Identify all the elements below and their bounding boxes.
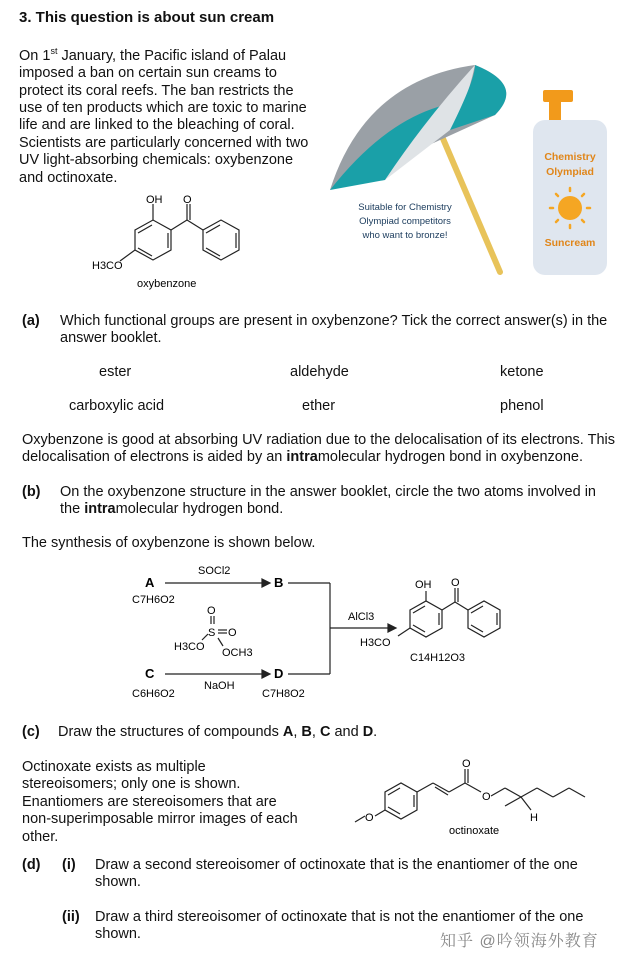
bottle-brand-line2: Olympiad xyxy=(546,166,594,178)
deloc-post: molecular hydrogen bond in oxybenzone. xyxy=(317,449,584,466)
part-c-label: (c) xyxy=(22,724,40,740)
part-d-label: (d) xyxy=(22,857,41,873)
intro-sup: st xyxy=(50,46,58,56)
sulfate-h3co: H3CO xyxy=(174,641,205,653)
octinoxate-carbonyl-o: O xyxy=(462,758,471,770)
part-c-text xyxy=(58,724,377,741)
part-b-text xyxy=(60,484,620,519)
compound-c-formula: C6H6O2 xyxy=(132,688,175,700)
synthesis-scheme xyxy=(110,558,520,708)
option-ester: ester xyxy=(99,364,132,380)
compound-d-formula: C7H8O2 xyxy=(262,688,305,700)
compound-a-formula: C7H6O2 xyxy=(132,594,175,606)
compound-a: A xyxy=(145,575,155,590)
option-aldehyde: aldehyde xyxy=(290,364,349,380)
part-c-sep2: , xyxy=(311,724,320,740)
part-d-ii-text: Draw a third stereoisomer of octinoxate that is not the enantiomer of the one shown. xyxy=(95,909,584,943)
caption-line1: Suitable for Chemistry xyxy=(358,202,452,213)
oxy-h3co-label: H3CO xyxy=(92,260,123,272)
sulfate-s: S xyxy=(208,627,216,639)
synthesis-intro: The synthesis of oxybenzone is shown below. xyxy=(22,535,316,551)
watermark: 知乎 @吟领海外教育 xyxy=(440,933,599,950)
reagent-naoh: NaOH xyxy=(204,680,235,692)
part-d-ii-label: (ii) xyxy=(62,909,80,925)
part-b-pre: On the oxybenzone structure in the answer booklet, circle the two atoms involved in the xyxy=(60,484,596,518)
part-c-end: . xyxy=(373,724,378,740)
oxy-o-label: O xyxy=(183,194,192,206)
intro-pre: On 1 xyxy=(19,47,51,64)
product-oh: OH xyxy=(415,579,432,591)
reagent-alcl3: AlCl3 xyxy=(348,611,375,623)
sulfate-o-top: O xyxy=(207,605,216,617)
compound-d: D xyxy=(274,666,284,681)
part-c-sep1: , xyxy=(293,724,302,740)
octinoxate-paragraph: Octinoxate exists as multiple stereoisomers; only one is shown. Enantiomers are stereoisomers that are non-superimposable mirror images of each other. xyxy=(22,759,298,845)
delocalisation-paragraph xyxy=(22,432,620,467)
sulfate-o-right: O xyxy=(228,627,237,639)
option-ether: ether xyxy=(302,398,336,414)
part-a-text: Which functional groups are present in oxybenzone? Tick the correct answer(s) in the answer booklet. xyxy=(60,313,608,347)
deloc-bold: intra xyxy=(286,449,318,466)
intro-post: January, the Pacific island of Palau imposed a ban on certain sun creams to protect its coral reefs. The ban restricts the use of ten products which are toxic to marine life and are linked to the bleaching of coral. Scientists are particularly concerned with two UV light-absorbing chemicals: oxybenzone and octinoxate. xyxy=(19,47,309,186)
product-formula: C14H12O3 xyxy=(410,652,466,664)
umbrella-pole xyxy=(435,120,500,272)
oxy-oh-label: OH xyxy=(146,194,163,206)
oxybenzone-structure xyxy=(80,188,250,293)
part-c-item-c: C xyxy=(319,724,331,740)
option-ketone: ketone xyxy=(500,364,544,380)
part-a-label: (a) xyxy=(22,313,40,329)
part-c-item-d: D xyxy=(362,724,374,740)
option-phenol: phenol xyxy=(500,398,544,414)
octinoxate-h: H xyxy=(530,812,538,824)
part-c-item-a: A xyxy=(282,724,294,740)
part-b-label: (b) xyxy=(22,484,41,500)
caption-line2: Olympiad competitors xyxy=(359,216,451,227)
part-b-bold: intra xyxy=(84,501,116,518)
compound-c: C xyxy=(145,666,155,681)
compound-b: B xyxy=(274,575,284,590)
bottle-product: Suncream xyxy=(544,237,596,249)
caption-line3: who want to bronze! xyxy=(362,230,448,241)
deloc-pre: Oxybenzone is good at absorbing UV radiation due to the delocalisation of its electrons. This delocalisation of electrons is aided by an xyxy=(22,432,615,466)
octinoxate-structure xyxy=(345,752,605,840)
intro-paragraph xyxy=(19,43,314,187)
sulfate-och3: OCH3 xyxy=(222,647,253,659)
octinoxate-ether-o: O xyxy=(365,812,374,824)
reagent-socl2: SOCl2 xyxy=(198,565,231,577)
part-c-pre: Draw the structures of compounds xyxy=(58,724,283,740)
ring-1 xyxy=(135,220,171,260)
part-c-sep3: and xyxy=(330,724,363,740)
oxy-caption: oxybenzone xyxy=(137,278,197,290)
question-title: 3. This question is about sun cream xyxy=(19,9,275,26)
product-h3co: H3CO xyxy=(360,637,391,649)
product-o: O xyxy=(451,577,460,589)
part-b-post: molecular hydrogen bond. xyxy=(115,501,284,518)
part-c-item-b: B xyxy=(301,724,312,740)
octinoxate-caption: octinoxate xyxy=(449,825,500,837)
option-carboxylic-acid: carboxylic acid xyxy=(69,398,165,414)
bottle-brand-line1: Chemistry xyxy=(544,151,596,163)
octinoxate-ester-o: O xyxy=(482,791,491,803)
part-d-i-label: (i) xyxy=(62,857,76,873)
part-d-i-text: Draw a second stereoisomer of octinoxate that is the enantiomer of the one shown. xyxy=(95,857,578,891)
ring-2 xyxy=(203,220,239,260)
suncream-illustration xyxy=(325,60,625,280)
